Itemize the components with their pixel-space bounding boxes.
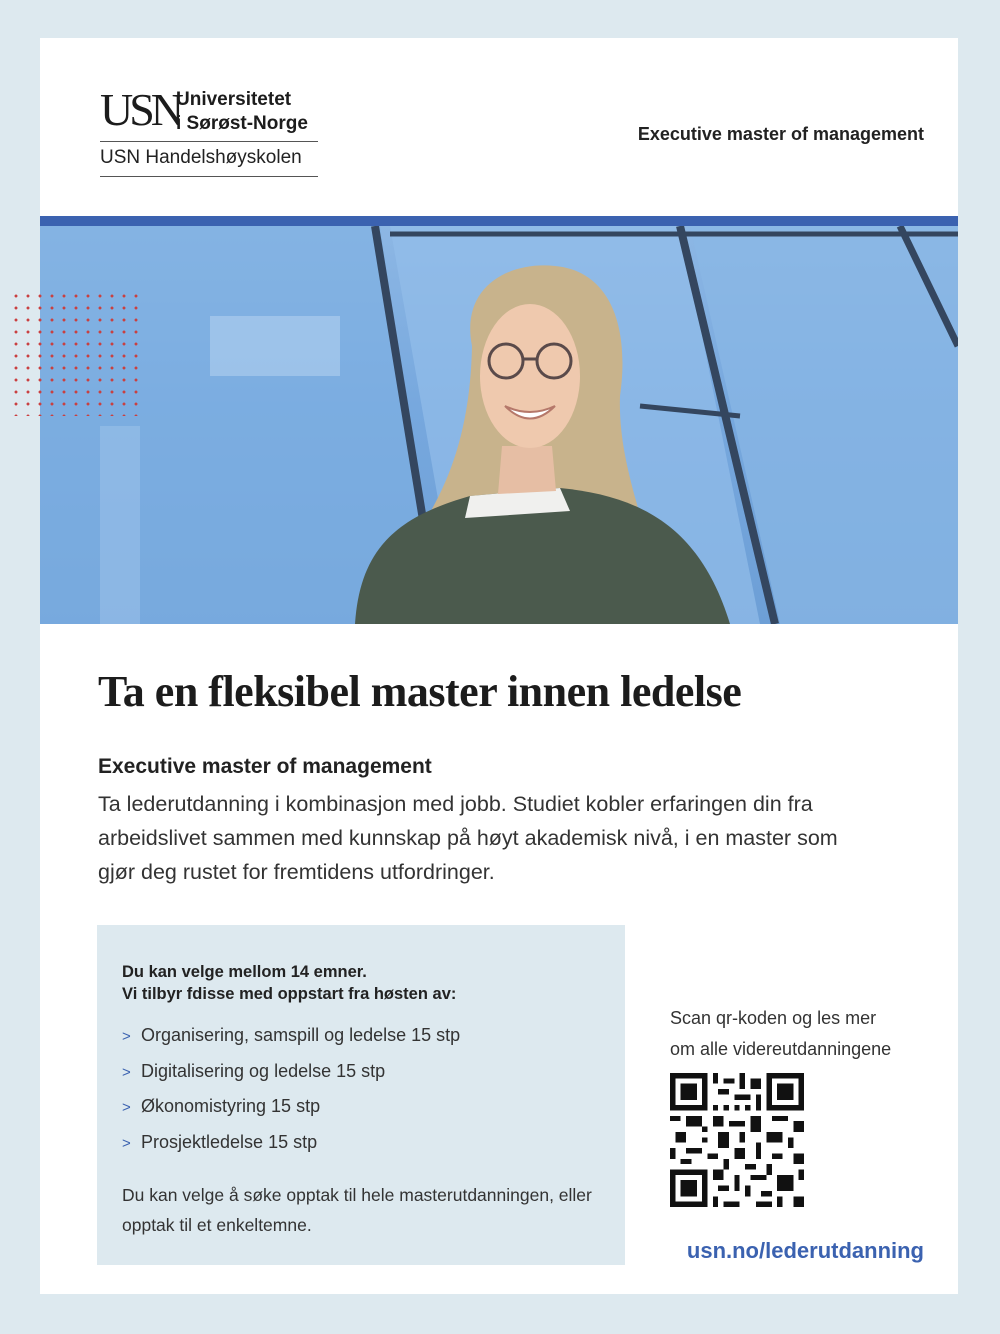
info-heading-line2: Vi tilbyr fdisse med oppstart fra høsten av: — [122, 985, 457, 1003]
university-name-line2: i Sørøst-Norge — [176, 113, 308, 134]
decorative-dot-grid — [10, 290, 138, 416]
logo-divider — [100, 141, 318, 142]
university-name — [176, 88, 308, 136]
program-url-link[interactable]: usn.no/lederutdanning — [686, 1238, 924, 1263]
qr-instructions-line2: om alle videreutdanningene — [670, 1039, 892, 1059]
logo-mark: USN — [100, 84, 181, 135]
list-item — [122, 1132, 460, 1168]
chevron-right-icon: > — [122, 1099, 131, 1116]
chevron-right-icon: > — [122, 1063, 131, 1081]
info-heading — [122, 961, 602, 1005]
chevron-right-icon: > — [122, 1028, 131, 1045]
info-heading-line1: Du kan velge mellom 14 emner. — [122, 963, 367, 981]
qr-instructions-line1: Scan qr-koden og les mer — [670, 1008, 877, 1028]
info-footer: Du kan velge å søke opptak til hele masterutdanningen, eller opptak til et enkeltemne. — [122, 1185, 592, 1235]
list-item — [122, 1025, 460, 1061]
course-label: Økonomistyring 15 stp — [141, 1096, 321, 1116]
school-name: USN Handelshøyskolen — [100, 147, 302, 168]
info-box — [97, 925, 625, 1265]
hero-photo — [40, 226, 958, 624]
hero-photo-illustration — [40, 226, 958, 624]
qr-code-icon[interactable] — [670, 1073, 804, 1207]
course-label: Digitalisering og ledelse 15 stp — [141, 1060, 386, 1081]
logo-divider — [100, 176, 318, 177]
course-list — [122, 1025, 460, 1167]
course-label: Prosjektledelse 15 stp — [141, 1131, 318, 1152]
accent-bar — [40, 216, 958, 226]
list-item — [122, 1096, 460, 1132]
qr-instructions — [670, 1003, 940, 1065]
list-item — [122, 1061, 460, 1097]
chevron-right-icon: > — [122, 1134, 131, 1152]
poster-card — [40, 38, 958, 1294]
university-name-line1: Universitetet — [176, 89, 292, 110]
intro-title: Executive master of management — [98, 755, 432, 778]
page-title: Ta en fleksibel master innen ledelse — [98, 667, 742, 716]
course-label: Organisering, samspill og ledelse 15 stp — [141, 1025, 461, 1045]
header-program-title: Executive master of management — [637, 124, 924, 144]
intro-text: Ta lederutdanning i kombinasjon med jobb. Studiet kobler erfaringen din fra arbeidslivet sammen med kunnskap på høyt akademisk nivå, i en master som gjør deg rustet for fremtidens utfordringer. — [98, 792, 838, 884]
